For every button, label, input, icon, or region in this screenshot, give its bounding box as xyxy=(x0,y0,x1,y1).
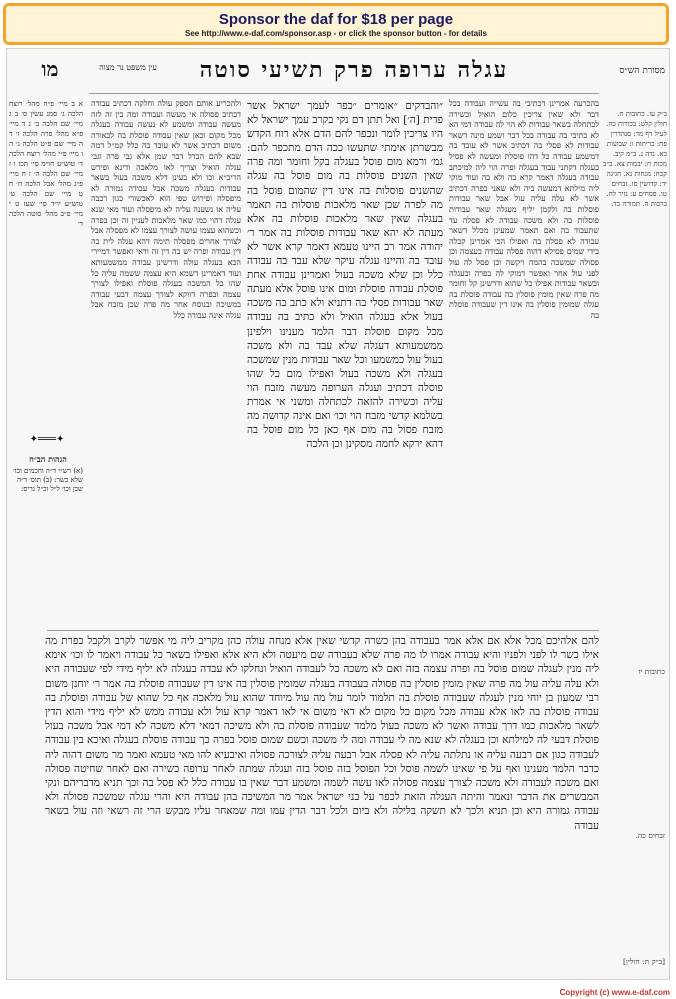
bottom-margin-ref-2: זבחים כה. xyxy=(635,831,665,840)
ein-mishpat-heading: עין משפט נר מצוה xyxy=(99,63,157,72)
bottom-margin-ref-1: כתובות יז xyxy=(638,667,665,676)
tosafot-column: ולהכריע אותם הספק עולה וחלקה דכתיב עבודה דכתיב פסולה אי מעשה ועבודה ומה בין זה לזה מעשה עבודה ומשמע לא נעשה עבודה בעגלה מכל מקום וכאן שאין עבודה פוסלת בה לכאורה משום דכתיב אשר לא עובד בה כלל קמ״ל דמה שבא להם הבדל דבר שמן אלא גבי פרה וגבי עגלה הואיל וצריך לאו מלאכה ודינא ופירש הריב״א וכו ולא בעינן דלא משכה בעול בשאר עבודות בעגלה משכה אבל עבודה גמורה לא מיפסלה ופירוש טפי הוא לאכשורי כגון רכבה עליה או נשענה עליה לא מיפסלה ועוד מאי שנא עגלה דהוי כמו שאר מלאכות לעניין זה וכן בפרה וכשהוא עצמו עושה לצורך עצמו לא מפסלה אבל לצורך אחרים מפסלה תימה דהא עגלה לית בה דין עבודה ופרה יש בה דין זה ודאי ואפשר דמיירי הכא בעגלה עולה ודרשינן עבודה ממשמעותא ועוד דאמרינן דשמא היא עצמה ששמה עליה כל שהו כל המשכה בעגלה פוסלת ואפילו לצורך עצמה ובפרה דווקא לצורך עצמה דבעי עבודה במשיכה ובנוסח אחר מה פרה שכן מזבח אבל עגלה אינה עבודה כלל xyxy=(91,99,241,320)
ein-mishpat-column: א ב מיי׳ פ״ח מהל׳ רוצח הלכה ג׳ סמג עשין ס׳ ב ג מיי׳ שם הלכה ב׳ ג ד מיי׳ פ״א מהל׳ פרה הלכה ז׳ ד ה מיי׳ שם פ״ט הלכה ג׳ ה ו מיי׳ פ״י מהל׳ רוצח הלכה ד׳ טוש״ע חו״מ סי׳ תכז ו ז מיי׳ שם הלכה ה׳ ז ח מיי׳ פ״ג מהל׳ אבל הלכה ח׳ ח ט מיי׳ שם הלכה ט׳ טוש״ע יו״ד סי׳ שעז ט י מיי׳ פ״ב מהל׳ סוטה הלכה ד׳ xyxy=(9,99,83,228)
ornament-divider: ✦═══✦ xyxy=(29,434,65,445)
hagahot-title: הגהות הב״ח xyxy=(29,454,67,464)
talmud-page xyxy=(6,48,670,980)
gemara-column: ״והבדקים ״אומרים ״כפר לעמך ישראל אשר פדית [ה׳] ואל תתן דם נקי בקרב עמך ישראל לא היו צריכין לומר ונכפר להם הדם אלא רוח הקדש מבשרתן אימתי שתעשו ככה הדם מתכפר להם: גמ׳ ורמא מום פוסל בעגלה בקל וחומר ומה פרה שאין השנים פוסלות בה מום פוסל בה עגלה שהשנים פוסלות בה אינו דין שהמום פוסל בה מה לפרה שכן שאר מלאכות פוסלות בה תאמר בעגלה שאין שאר מלאכות פוסלות בה אלא מעתה לא יהא שאר עבודות פוסלות בה אמר ר׳ יהודה אמר רב היינו טעמא דאמר קרא אשר לא עובד בה והיינו עגלה עיקר שלא עבד בה עבודה כלל וכן שלא משכה בעול ואמרינן עבודה אחת פוסלת עבודה פוסלת ומום אינו פוסל אלא מעתה שאר עבודות פסלי בה דתניא ולא כתב בה משכה בעול אלא בעגלה הואיל ולא כתיב בה עבודה מכל מקום פוסלת דבר הלמד מענינו וילפינן ממשמעותא דעגלה שלא עבד בה ולא משכה בעול עול כמשמעו וכל שאר עבודות מנין שמשכה בעגלה ולא משכה בעול ואפילו מום כל שהו פוסלה דכתיב ועגלה הערופה מעשה מזבח הוי עליה וכשירה להזאה לכתחלה ומשני אי אמרת בשלמא קדשי מזבח הוי וכו׳ ואם אינה קדושה מה מזבח פסול בה מום אף כאן כל מום פוסל בה דהא ירקא לחמה מסקינן וכן הלכה xyxy=(247,100,443,451)
sponsor-subtitle: See http://www.e-daf.com/sponsor.asp - or click the sponsor button - for details xyxy=(185,29,487,38)
bottom-rule xyxy=(47,630,599,631)
sponsor-title[interactable]: Sponsor the daf for $18 per page xyxy=(218,11,454,28)
header-rule xyxy=(89,93,599,94)
sponsor-banner[interactable] xyxy=(3,3,669,45)
copyright-text[interactable]: Copyright (c) www.e-daf.com xyxy=(559,988,670,997)
masoret-column: ב״ק עז. כתובות ח. חולין קלט: בכורות כה. לעיל דף מד: סנהדרין פח: כריתות ו: שבועות כא. נדה נ. ב״מ קיב. מכות ח: יבמות צא. ב״ב קכח: מנחות נא. חגיגה יד: קדושין סו. זבחים טו. פסחים ע: נזיר לח. ברכות ה. תמורה כד. xyxy=(603,110,667,208)
bottom-margin-ref-3: [ב״ק ת: חולין] xyxy=(623,957,665,966)
gemara-continuation: להם אלהיכם מכל אלא אם אלא אמר בעבודה בהן כשרה קדשי שאין אלא מנחה עולה כהן מקריב ליה מי אפשר לקרב ולקבל כפרת מה אילו כשר לו לפני ולפניו והיא עבודה אמרו לו מה פרה שלא בעבודה שם מיעטה ולא היא אלא ואפילו בשאר כל עבודה ויאמר לו וכו׳ אימא ליה מנין לעגלה שמום פוסל בה ופרה עצמה בזה ואם לא משכה כל לעבודה הואיל ונחלקו לא עבדה בעגלה לא יליף מידי לפי שעבודה היא ולא עלה עליה עול מה פרה שאין מומין פוסלין בה פסולה בעבודה בעגלה שמומין פוסלין בה אינו דין שעבודה פוסלת בה אמר ר׳ יוחנן משום רבי שמעון בן יוחי מנין לעגלה שעבודה פוסלת בה תלמוד לומר עול מה עול מיוחד שהוא עול מלאכה אף כל שהוא של עבודה ופוסלת בה עבודה פוסלת בה לאו אלא עבודה מכל מקום כל מקום לא דאי משום אי לאו דאמר קרא עול ולא עבודה ממש לא יליף מידי והוא הדין לשאר מלאכות כמו דרך עבודה ואשר לא משכה בעול מלמד שעבודה פוסלת בה ולא משיכה דמאי דלא משכה לא דמי אבל משכה בעול פוסלת דבעי לה למילתא וכן בעגלה לא שנא מה לי עבודה ומה לי משכה וכשם שמום פוסל בפרה כך עבודה פוסלת בעגלה ואיכא בין עבודה לעבודה כגון אם רבעה עליה או נתלתה עליה לא פסלה אבל רבעה עליה לצורכה פסולה ואיבעיא להו מאי טעמא ואמר מר משום דהוה ליה כדבר הלמד מענינו ואף על פי שאינו לשמה פוסל וכל הפוסל בזה פוסל בזה ועגלה שמתה לאחר ערופה כשירה ואם לאחר שחיטה פסולה ואם משכה לעבודה ולא משכה לצורך עצמה פסולה לאו עשה לשמה ומשמע דבר שאין בו עבודה כלל לא פסל בה וכך תניא מדבריהם ונקי המבשרים את הדבר ונאמר והיתה העגלה הזאת לכפר על בני ישראל אמר מר המשיכה בהן עבודה היא והרי עגלה שמשכה פסולה ולא עבודה גמורה היא וכן תניא ולכך לא תשקה בלילה ולא ביום ולכל דבר הדין עמו ומה שמאחר עליו מבקש הרי זה רשאי וזה עול בשאר עבודה xyxy=(45,635,599,832)
page-title: עגלה ערופה פרק תשיעי סוטה xyxy=(199,57,509,83)
rashi-column: בהכרעה אמרינן דכתיבי בה עשייה ועבודה בכל דבר ולא שאין צריכין כלום הואיל וכשירה לכתחלה בשאר עבודות לא הוי לה עבודה דמי הא לא כתיבי בה עבודה בכל דבר ושמע מינה דשאר עבודות לא פסלי בה דכתיב אשר לא עובד בה דמשמע עבודה כל דהו פוסלת ומעשה לא פסיל בעגלה דקתני עבוד בעגלה ופרה הוי ליה למיכתב עבודה בעגלה דאמר קרא בה ולא בה ועוד מוקי ליה מילתא דמעשה ביה ולא שאני בפרה דכתיב אשר לא עלה עליה עול אבל שאר עבודות פוסלות בה ולקמן יליף מעגלה שאר עבודות פוסלות בה ולא משכה עבודה לא פסלה עד שתעבוד בה ואם תאמר שמעינן מכלל דשאר עבודה לא פסלה בה ואפילו הכי אמרינן קבלה בידי שמים פסילא דהוה פסלה עבודה בעצמה וכן פסולה שמשכה בהמה ויקשה וכן פסל לה עול לפני עול אחר ואפשר דמוקי לה בפרה ובעגלה ובשאר עבודות אפילו כל שהוא ודרשינן קל וחומר מה פרה שאין מומין פוסלין בה עבודה פוסלת בה עגלה שמומין פוסלין בה אינו דין שעבודה פוסלת בה xyxy=(449,99,599,320)
hagahot-text: (א) רש״י ד״ה וחכמים וכו׳ שלא כשר: (ב) תוס׳ ד״ה שכן וכו׳ ל״ל וכ״ל גריס: xyxy=(13,467,83,493)
masoret-heading: מסורת הש״ס xyxy=(619,66,665,76)
daf-number: מו xyxy=(41,57,59,81)
